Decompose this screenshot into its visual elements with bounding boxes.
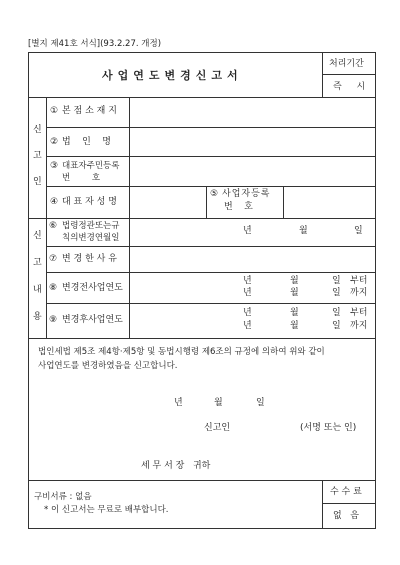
statement-line-1: 법인세법 제5조 제4항·제5항 및 동법시행령 제6조의 규정에 의하여 위와 같이 — [38, 347, 325, 357]
processing-period-value: 즉 시 — [333, 82, 372, 92]
form-number-note: [별지 제41호 서식](93.2.27. 개정) — [28, 39, 162, 49]
new-fiscal-year-label: 변경후사업연도 — [62, 315, 123, 325]
applicant-side-label-3: 인 — [33, 177, 42, 187]
prev-to-day: 일 — [332, 288, 341, 298]
recipient-line: 세 무 서 장 귀하 — [141, 461, 211, 471]
amendment-day-label: 일 — [354, 226, 363, 236]
row7-num: ⑦ — [49, 254, 58, 264]
statement-day-label: 일 — [256, 398, 265, 408]
fee-value: 없 음 — [333, 511, 359, 521]
report-side-label-4: 용 — [33, 312, 42, 322]
row2-num: ② — [50, 137, 59, 147]
statement-month-label: 월 — [214, 398, 223, 408]
prev-fiscal-year-label: 변경전사업연도 — [62, 283, 123, 293]
change-reason-label: 변 경 한 사 유 — [62, 254, 117, 264]
required-documents: 구비서류 : 없음 — [34, 492, 92, 502]
row5-num: ⑤ — [210, 189, 219, 199]
change-reason-field[interactable] — [130, 247, 375, 271]
report-side-label-1: 신 — [33, 231, 42, 241]
biz-reg-number-label-2: 번 호 — [224, 202, 253, 212]
corporation-name-field[interactable] — [130, 128, 375, 155]
prev-to-month: 월 — [290, 288, 299, 298]
new-from-month: 월 — [290, 308, 299, 318]
rep-resident-number-label-2: 번 호 — [62, 173, 101, 183]
row3-num: ③ — [50, 161, 59, 171]
statement-year-label: 년 — [174, 398, 183, 408]
amendment-date-label-2: 칙의변경연월일 — [62, 233, 120, 243]
new-to-suffix: 까지 — [350, 321, 368, 331]
row9-num: ⑨ — [49, 315, 58, 325]
report-side-label-2: 고 — [33, 258, 42, 268]
rep-name-label: 대 표 자 성 명 — [62, 197, 117, 207]
prev-from-suffix: 부터 — [350, 276, 368, 286]
row1-num: ① — [50, 106, 59, 116]
applicant-side-label-2: 고 — [33, 151, 42, 161]
new-from-suffix: 부터 — [350, 308, 368, 318]
new-to-month: 월 — [290, 321, 299, 331]
new-to-year: 년 — [243, 321, 252, 331]
head-office-address-label: 본 점 소 재 지 — [62, 106, 117, 116]
row8-num: ⑧ — [49, 283, 58, 293]
amendment-year-label: 년 — [243, 226, 252, 236]
new-from-year: 년 — [243, 308, 252, 318]
prev-from-year: 년 — [243, 276, 252, 286]
biz-reg-number-label-1: 사업자등록 — [222, 189, 271, 199]
biz-reg-number-field[interactable] — [284, 187, 375, 217]
head-office-address-field[interactable] — [130, 98, 375, 126]
row6-num: ⑥ — [49, 221, 58, 231]
amendment-date-label-1: 법령정관또는규 — [62, 221, 120, 231]
prev-to-suffix: 까지 — [350, 288, 368, 298]
prev-to-year: 년 — [243, 288, 252, 298]
processing-period-label: 처리기간 — [329, 59, 364, 69]
row4-num: ④ — [50, 197, 59, 207]
reporter-label: 신고인 — [204, 423, 231, 433]
free-distribution-note: * 이 신고서는 무료로 배부합니다. — [44, 505, 169, 515]
signature-note: (서명 또는 인) — [300, 423, 357, 433]
form-title: 사업연도변경신고서 — [102, 69, 243, 82]
prev-from-day: 일 — [332, 276, 341, 286]
rep-resident-number-field[interactable] — [130, 157, 375, 185]
new-from-day: 일 — [332, 308, 341, 318]
rep-resident-number-label-1: 대표자주민등록 — [62, 161, 120, 171]
rep-name-field[interactable] — [130, 187, 205, 217]
prev-from-month: 월 — [290, 276, 299, 286]
report-side-label-3: 내 — [33, 285, 42, 295]
corporation-name-label: 법 인 명 — [62, 137, 111, 147]
amendment-month-label: 월 — [299, 226, 308, 236]
fee-label: 수 수 료 — [330, 487, 362, 497]
new-to-day: 일 — [332, 321, 341, 331]
applicant-side-label-1: 신 — [33, 125, 42, 135]
statement-line-2: 사업연도를 변경하였음을 신고합니다. — [38, 361, 178, 371]
